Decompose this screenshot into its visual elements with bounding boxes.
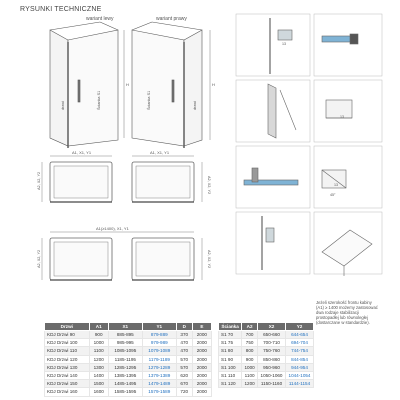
cell-model: KDJ Drzwi 150 bbox=[45, 380, 90, 388]
dim-label-a2-bottom-right: A2, X2, Y2 bbox=[207, 250, 211, 269]
cell-a1: 1100 bbox=[89, 347, 108, 355]
cell-a2: 750 bbox=[242, 339, 258, 347]
cell-y1: 1479-1489 bbox=[142, 380, 176, 388]
variant-left-label: wariant lewy bbox=[86, 16, 114, 22]
walls-table-header bbox=[219, 323, 314, 331]
cell-d: 570 bbox=[176, 363, 192, 371]
cell-x2: 1150-1160 bbox=[258, 380, 286, 388]
th-drzwi: Drzwi bbox=[45, 323, 90, 331]
cell-wall: S1 110 bbox=[219, 371, 242, 379]
cell-a1: 1500 bbox=[89, 380, 108, 388]
stabilization-note: Jeżeli szerokość frontu kabiny (A1) ≥ 1400 możemy zastosować dwa rodzaje stabilizacji prostopadłej lub równoległej (dostarczane w standardzie). bbox=[316, 300, 378, 326]
cell-y1: 1079-1089 bbox=[142, 347, 176, 355]
th-y2: Y2 bbox=[286, 323, 314, 331]
th-d: D bbox=[176, 323, 192, 331]
label-scianka-left: Ścianka S1 bbox=[97, 90, 101, 110]
cell-e: 2000 bbox=[192, 355, 211, 363]
dim-label-a1-1400: A1(≥1400), X1, Y1 bbox=[96, 226, 129, 231]
table-row bbox=[45, 355, 212, 363]
left-variant-cabin-drawing bbox=[50, 22, 118, 148]
label-h-left: H bbox=[126, 82, 129, 87]
th-a1: A1 bbox=[89, 323, 108, 331]
table-row bbox=[45, 363, 212, 371]
th-x2: X2 bbox=[258, 323, 286, 331]
table-row bbox=[45, 380, 212, 388]
cell-y2: 1044-1054 bbox=[286, 371, 314, 379]
cell-y2: 844-854 bbox=[286, 355, 314, 363]
th-y1: Y1 bbox=[142, 323, 176, 331]
cell-e: 2000 bbox=[192, 347, 211, 355]
table-row bbox=[45, 371, 212, 379]
page-title: RYSUNKI TECHNICZNE bbox=[20, 6, 102, 13]
dim-label-a1: A1, X1, Y1 bbox=[72, 150, 92, 155]
cell-a2: 1200 bbox=[242, 380, 258, 388]
label-scianka-right: Ścianka S1 bbox=[147, 90, 151, 110]
cell-x1: 885-895 bbox=[108, 331, 142, 339]
variant-right-label: wariant prawy bbox=[156, 16, 187, 22]
label-h-right: H bbox=[212, 82, 215, 87]
cell-y1: 979-989 bbox=[142, 339, 176, 347]
cell-d: 570 bbox=[176, 355, 192, 363]
cell-y2: 744-754 bbox=[286, 347, 314, 355]
cell-d: 720 bbox=[176, 388, 192, 396]
table-row bbox=[45, 347, 212, 355]
cell-y1: 1279-1289 bbox=[142, 363, 176, 371]
dim-label-a2-left: A2, X2, Y2 bbox=[37, 171, 41, 190]
cell-y2: 694-704 bbox=[286, 339, 314, 347]
cell-x1: 985-995 bbox=[108, 339, 142, 347]
detail-box-2 bbox=[314, 14, 382, 76]
cell-a1: 1200 bbox=[89, 355, 108, 363]
detail-box-5 bbox=[236, 146, 310, 208]
plan-view-bottom-left bbox=[50, 238, 112, 280]
cell-x1: 1185-1195 bbox=[108, 355, 142, 363]
cell-a1: 1600 bbox=[89, 388, 108, 396]
cell-a1: 900 bbox=[89, 331, 108, 339]
detail-dim-45: 45° bbox=[330, 193, 336, 197]
cell-e: 2000 bbox=[192, 371, 211, 379]
cell-model: KDJ Drzwi 160 bbox=[45, 388, 90, 396]
cell-model: KDJ Drzwi 120 bbox=[45, 355, 90, 363]
detail-dim-13-a: 13 bbox=[282, 42, 286, 46]
table-row bbox=[45, 331, 212, 339]
cell-x2: 650-660 bbox=[258, 331, 286, 339]
cell-a2: 1100 bbox=[242, 371, 258, 379]
cell-y1: 1179-1189 bbox=[142, 355, 176, 363]
doors-table-header bbox=[45, 323, 212, 331]
cell-wall: S1 70 bbox=[219, 331, 242, 339]
detail-box-7 bbox=[236, 212, 310, 274]
detail-box-1 bbox=[236, 14, 310, 76]
cell-x1: 1285-1295 bbox=[108, 363, 142, 371]
cell-d: 470 bbox=[176, 347, 192, 355]
cell-x2: 850-860 bbox=[258, 355, 286, 363]
table-row bbox=[45, 339, 212, 347]
cell-wall: S1 90 bbox=[219, 355, 242, 363]
cell-a2: 900 bbox=[242, 355, 258, 363]
table-row bbox=[219, 347, 314, 355]
table-row bbox=[219, 363, 314, 371]
cell-y2: 1144-1154 bbox=[286, 380, 314, 388]
cell-d: 670 bbox=[176, 380, 192, 388]
cell-x1: 1385-1395 bbox=[108, 371, 142, 379]
cell-x1: 1585-1595 bbox=[108, 388, 142, 396]
table-row bbox=[219, 331, 314, 339]
cell-wall: S1 75 bbox=[219, 339, 242, 347]
cell-x1: 1485-1495 bbox=[108, 380, 142, 388]
cell-wall: S1 120 bbox=[219, 380, 242, 388]
cell-model: KDJ Drzwi 130 bbox=[45, 363, 90, 371]
th-a2: A2 bbox=[242, 323, 258, 331]
cell-model: KDJ Drzwi 100 bbox=[45, 339, 90, 347]
label-drzwi-right: drzwi bbox=[193, 101, 197, 110]
cell-x2: 700-710 bbox=[258, 339, 286, 347]
cell-y1: 1379-1389 bbox=[142, 371, 176, 379]
th-scianka: Ścianka bbox=[219, 323, 242, 331]
table-row bbox=[219, 380, 314, 388]
th-e: E bbox=[192, 323, 211, 331]
cell-model: KDJ Drzwi 140 bbox=[45, 371, 90, 379]
cell-x1: 1085-1095 bbox=[108, 347, 142, 355]
right-variant-cabin-drawing bbox=[132, 22, 202, 148]
dim-label-a2-right: A2, X2, Y2 bbox=[207, 176, 211, 195]
cell-e: 2000 bbox=[192, 380, 211, 388]
cell-d: 470 bbox=[176, 339, 192, 347]
cell-a2: 1000 bbox=[242, 363, 258, 371]
cell-a2: 700 bbox=[242, 331, 258, 339]
cell-model: KDJ Drzwi 110 bbox=[45, 347, 90, 355]
plan-view-top-left bbox=[50, 162, 112, 202]
cell-y1: 1579-1589 bbox=[142, 388, 176, 396]
doors-spec-table bbox=[44, 322, 212, 397]
cell-wall: S1 80 bbox=[219, 347, 242, 355]
cell-d: 370 bbox=[176, 331, 192, 339]
cell-y1: 879-889 bbox=[142, 331, 176, 339]
cell-y2: 644-654 bbox=[286, 331, 314, 339]
dim-label-a2-bottom-left: A2, X2, Y2 bbox=[37, 249, 41, 268]
table-row bbox=[219, 355, 314, 363]
cell-e: 2000 bbox=[192, 339, 211, 347]
cell-e: 2000 bbox=[192, 388, 211, 396]
cell-x2: 950-960 bbox=[258, 363, 286, 371]
cell-a1: 1000 bbox=[89, 339, 108, 347]
plan-view-top-right bbox=[132, 162, 194, 202]
plan-view-bottom-right bbox=[132, 238, 194, 280]
table-row bbox=[219, 371, 314, 379]
cell-a1: 1300 bbox=[89, 363, 108, 371]
cell-e: 2000 bbox=[192, 363, 211, 371]
table-row bbox=[219, 339, 314, 347]
cell-x2: 1050-1060 bbox=[258, 371, 286, 379]
table-row bbox=[45, 388, 212, 396]
cell-e: 2000 bbox=[192, 331, 211, 339]
cell-d: 620 bbox=[176, 371, 192, 379]
detail-dim-13-b: 13 bbox=[340, 115, 344, 119]
cell-wall: S1 100 bbox=[219, 363, 242, 371]
label-drzwi-left: drzwi bbox=[61, 101, 65, 110]
th-x1: X1 bbox=[108, 323, 142, 331]
cell-y2: 944-954 bbox=[286, 363, 314, 371]
detail-dim-13-c: 13 bbox=[334, 183, 338, 187]
dim-label-a1-right: A1, X1, Y1 bbox=[150, 150, 170, 155]
cell-model: KDJ Drzwi 90 bbox=[45, 331, 90, 339]
walls-spec-table bbox=[218, 322, 314, 388]
cell-a2: 800 bbox=[242, 347, 258, 355]
cell-x2: 750-760 bbox=[258, 347, 286, 355]
cell-a1: 1400 bbox=[89, 371, 108, 379]
